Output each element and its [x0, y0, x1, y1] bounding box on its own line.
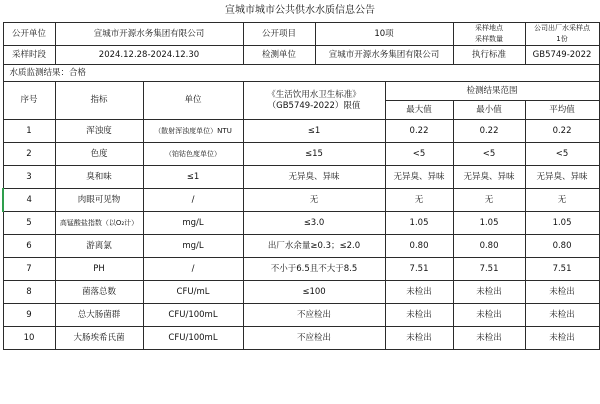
row-max: 0.80: [385, 235, 453, 258]
row-min: <5: [453, 143, 525, 166]
row-unit: mg/L: [143, 212, 243, 235]
row-unit: /: [143, 189, 243, 212]
std-label: 执行标准: [453, 46, 525, 65]
table-row: [3, 258, 599, 281]
row-limit: 出厂水余量≥0.3；≤2.0: [243, 235, 385, 258]
row-max: 未检出: [385, 281, 453, 304]
row-seq: 6: [3, 235, 55, 258]
row-limit: ≤1: [243, 120, 385, 143]
row-unit: CFU/100mL: [143, 304, 243, 327]
row-indicator: 色度: [55, 143, 143, 166]
row-indicator: 总大肠菌群: [55, 304, 143, 327]
row-seq: 7: [3, 258, 55, 281]
unit-label: 公开单位: [3, 23, 55, 46]
header-limit: 《生活饮用水卫生标准》 （GB5749-2022）限值: [243, 82, 385, 120]
project-label: 公开项目: [243, 23, 315, 46]
project-value: 10项: [315, 23, 453, 46]
row-limit: ≤15: [243, 143, 385, 166]
row-min: 0.80: [453, 235, 525, 258]
row-seq: 10: [3, 327, 55, 350]
row-indicator: 大肠埃希氏菌: [55, 327, 143, 350]
table-row: [3, 212, 599, 235]
row-avg: 未检出: [525, 327, 599, 350]
table-row: [3, 166, 599, 189]
row-avg: 7.51: [525, 258, 599, 281]
info-row-1: [3, 23, 599, 46]
water-quality-table: [2, 22, 600, 350]
row-max: 7.51: [385, 258, 453, 281]
header-seq: 序号: [3, 82, 55, 120]
row-min: 无异臭、异味: [453, 166, 525, 189]
header-indicator: 指标: [55, 82, 143, 120]
row-max: 无: [385, 189, 453, 212]
table-row: [3, 143, 599, 166]
row-seq: 4: [3, 189, 55, 212]
org-value: 宣城市开源水务集团有限公司: [315, 46, 453, 65]
result-row: [3, 65, 599, 82]
row-max: 无异臭、异味: [385, 166, 453, 189]
row-limit: ≤100: [243, 281, 385, 304]
row-seq: 3: [3, 166, 55, 189]
row-indicator: 肉眼可见物: [55, 189, 143, 212]
row-avg: 无: [525, 189, 599, 212]
header-max: 最大值: [385, 101, 453, 120]
row-limit: 无: [243, 189, 385, 212]
header-min: 最小值: [453, 101, 525, 120]
row-unit: （铂钴色度单位）: [143, 143, 243, 166]
header-range: 检测结果范围: [385, 82, 599, 101]
row-unit: CFU/mL: [143, 281, 243, 304]
period-label: 采样时段: [3, 46, 55, 65]
row-indicator: 游离氯: [55, 235, 143, 258]
row-seq: 9: [3, 304, 55, 327]
row-unit: /: [143, 258, 243, 281]
row-limit: 不应检出: [243, 327, 385, 350]
row-avg: 未检出: [525, 281, 599, 304]
row-max: 0.22: [385, 120, 453, 143]
sample-label: 采样地点 采样数量: [453, 23, 525, 46]
row-unit: mg/L: [143, 235, 243, 258]
row-unit: ≤1: [143, 166, 243, 189]
result-text: 水质监测结果：合格: [3, 65, 599, 82]
unit-value: 宣城市开源水务集团有限公司: [55, 23, 243, 46]
row-min: 未检出: [453, 281, 525, 304]
row-max: 1.05: [385, 212, 453, 235]
row-avg: 未检出: [525, 304, 599, 327]
row-limit: 不小于6.5且不大于8.5: [243, 258, 385, 281]
row-avg: 无异臭、异味: [525, 166, 599, 189]
row-unit: CFU/100mL: [143, 327, 243, 350]
row-indicator: 菌落总数: [55, 281, 143, 304]
row-seq: 8: [3, 281, 55, 304]
table-row: [3, 235, 599, 258]
row-limit: 不应检出: [243, 304, 385, 327]
row-avg: <5: [525, 143, 599, 166]
table-row: [3, 304, 599, 327]
row-min: 无: [453, 189, 525, 212]
sample-value: 公司出厂水采样点 1份: [525, 23, 599, 46]
table-row: [3, 327, 599, 350]
row-seq: 1: [3, 120, 55, 143]
row-min: 未检出: [453, 304, 525, 327]
data-rows: [3, 120, 599, 350]
info-row-2: [3, 46, 599, 65]
row-max: 未检出: [385, 327, 453, 350]
row-max: <5: [385, 143, 453, 166]
header-row-1: [3, 82, 599, 101]
row-unit: （散射浑浊度单位）NTU: [143, 120, 243, 143]
row-min: 未检出: [453, 327, 525, 350]
row-min: 7.51: [453, 258, 525, 281]
table-row: [3, 281, 599, 304]
row-indicator: 高锰酸盐指数（以O₂计）: [55, 212, 143, 235]
row-avg: 0.22: [525, 120, 599, 143]
std-value: GB5749-2022: [525, 46, 599, 65]
row-indicator: 浑浊度: [55, 120, 143, 143]
row-avg: 1.05: [525, 212, 599, 235]
table-row: [3, 120, 599, 143]
row-limit: ≤3.0: [243, 212, 385, 235]
row-avg: 0.80: [525, 235, 599, 258]
header-avg: 平均值: [525, 101, 599, 120]
row-limit: 无异臭、异味: [243, 166, 385, 189]
header-unit: 单位: [143, 82, 243, 120]
table-row: [3, 189, 599, 212]
org-label: 检测单位: [243, 46, 315, 65]
row-min: 0.22: [453, 120, 525, 143]
row-max: 未检出: [385, 304, 453, 327]
page-title: 宣城市城市公共供水水质信息公告: [225, 5, 375, 16]
row-seq: 2: [3, 143, 55, 166]
period-value: 2024.12.28-2024.12.30: [55, 46, 243, 65]
row-min: 1.05: [453, 212, 525, 235]
row-seq: 5: [3, 212, 55, 235]
row-indicator: PH: [55, 258, 143, 281]
row-indicator: 臭和味: [55, 166, 143, 189]
